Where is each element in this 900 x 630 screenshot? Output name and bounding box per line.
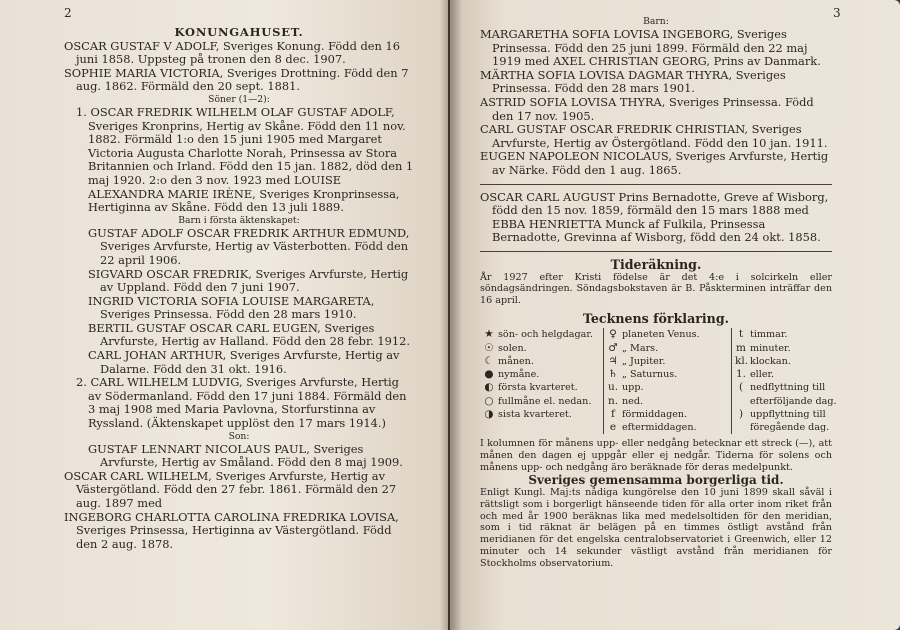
jupiter-icon: ♃ [608,354,618,367]
legend-column-3 [732,328,840,434]
entry-oscar-bernadotte: OSCAR CARL AUGUST Prins Bernadotte, Greve af Wisborg, född den 15 nov. 1859, förmäld den 15 mars 1888 med EBBA HENRIETTA Munck af Fulkila, Prinsessa Bernadotte, Grevinna af Wisborg, född den 24 okt. 1858. [480,189,829,245]
page-number: 2 [64,6,72,20]
divider [480,184,832,185]
entry-child: CARL GUSTAF OSCAR FREDRIK CHRISTIAN, Sveriges Arvfurste, Hertig av Östergötland. Född den 10 jan. 1911. [480,122,828,150]
venus-icon: ♀ [609,328,617,341]
entry-child: MARGARETHA SOFIA LOVISA INGEBORG, Sveriges Prinsessa. Född den 25 juni 1899. Förmäld den 22 maj 1919 med AXEL CHRISTIAN GEORG, Prins av Danmark. [480,27,821,69]
new-moon-icon: ● [484,368,494,381]
legend-item: kl. klockan. [735,354,791,367]
moon-icon: ☾ [484,354,494,367]
legend-item: ☉ solen. [484,341,527,354]
legend-item: ) uppflyttning till [738,407,826,420]
last-quarter-icon: ◑ [484,407,494,420]
legend-item: ♄ „ Saturnus. [608,368,678,381]
sons-label: Söner (1—2): [208,93,270,105]
barn-label: Barn: [643,16,669,27]
first-quarter-icon: ◐ [484,381,494,394]
entry-queen: SOPHIE MARIA VICTORIA, Sveriges Drottning. Född den 7 aug. 1862. Förmäld den 20 sept. 1881. [64,65,409,94]
tideräkning-text: År 1927 efter Kristi födelse är det 4:e i solcirkeln eller söndagsändringen. Söndagsbokstaven är B. Påskterminen inträffar den 16 april. [480,271,832,307]
entry-prince-eugen: EUGEN NAPOLEON NICOLAUS, Sveriges Arvfurste, Hertig av Närke. Född den 1 aug. 1865. [480,149,829,177]
entry-grandchild: BERTIL GUSTAF OSCAR CARL EUGEN, Sveriges Arvfurste, Hertig av Halland. Född den 28 febr. 1912. [88,320,411,349]
legend-item: ○ fullmåne el. nedan. [484,394,592,407]
legend-item: ( nedflyttning till [738,381,826,394]
entry-child: MÄRTHA SOFIA LOVISA DAGMAR THYRA, Sveriges Prinsessa. Född den 28 mars 1901. [480,67,786,96]
entry-grandchild: SIGVARD OSCAR FREDRIK, Sveriges Arvfurste, Hertig av Uppland. Född den 7 juni 1907. [88,266,409,295]
sun-sunday-icon: ★ [484,328,494,341]
left-text [64,26,414,551]
legend-item: efterföljande dag. [750,395,837,407]
entry-grandchild: GUSTAF ADOLF OSCAR FREDRIK ARTHUR EDMUND, Sveriges Arvfurste, Hertig av Västerbotten. Född den 22 april 1906. [88,225,410,267]
legend-item: n. ned. [607,394,644,407]
legend-item: ◑ sista kvarteret. [484,407,572,420]
legend-item: föregående dag. [750,421,830,433]
svensk-tid-text: Enligt Kungl. Maj:ts nådiga kungörelse den 10 juni 1899 skall såväl i rättsligt som i borgerligt hänseende tiden för alla orter inom riket från och med år 1900 beräknas lika med medelsoltiden för den meridian, som i tid räknat är belägen på en timmes östligt avstånd från meridianen för det engelska centralobservatoriet i Greenwich, eller 12 minuter och 14 sekunder västligt avstånd från meridianen för Stockholms observatorium. [480,487,832,569]
divider [480,251,832,252]
left-page [0,0,448,630]
entry-grandchild: CARL JOHAN ARTHUR, Sveriges Arvfurste, Hertig av Dalarne. Född den 31 okt. 1916. [88,348,400,376]
svensk-tid-title: Sveriges gemensamma borgerliga tid. [528,472,784,487]
legend-item: ★ sön- och helgdagar. [484,328,593,341]
mars-icon: ♂ [608,341,618,354]
legend-item: ☾ månen. [484,354,534,367]
entry-son-2: 2. CARL WILHELM LUDVIG, Sveriges Arvfurste, Hertig av Södermanland. Född den 17 juni 1884. Förmäld den 3 maj 1908 med Maria Pavlovna, Storfurstinna av Ryssland. (Äktenskapet upplöst den 17 mars 1914.) [76,375,407,431]
legend-item: ◐ första kvarteret. [484,381,578,394]
tecken-title: Tecknens förklaring. [582,310,730,326]
legend-item: t timmar. [738,328,788,341]
legend-item: f förmiddagen. [611,407,688,420]
entry-king: OSCAR GUSTAF V ADOLF, Sveriges Konung. Född den 16 juni 1858. Uppsteg på tronen den 8 dec. 1907. [64,38,400,67]
saturn-icon: ♄ [608,368,618,381]
sun-icon: ☉ [484,341,494,354]
legend-item: m minuter. [736,341,791,354]
son-label: Son: [228,430,250,442]
page-number: 3 [833,6,841,20]
entry-grandson: GUSTAF LENNART NICOLAUS PAUL, Sveriges Arvfurste, Hertig av Småland. Född den 8 maj 1909. [88,441,403,470]
legend-item: ♀ planeten Venus. [607,328,728,341]
legend-item: ● nymåne. [484,368,540,381]
entry-child: ASTRID SOFIA LOVISA THYRA, Sveriges Prinsessa. Född den 17 nov. 1905. [480,94,814,123]
full-moon-icon: ○ [484,394,494,407]
tecken-note: I kolumnen för månens upp- eller nedgång betecknar ett streck (—), att månen den dagen ej uppgår eller ej nedgår. Tiderna för solens och månens upp- och nedgång äro beräknade för deras medelpunkt. [480,438,832,473]
section-heading: KONUNGAHUSET. [174,25,304,39]
right-page [450,0,900,630]
right-text [480,16,837,570]
legend-column-1 [480,328,604,434]
book-gutter [440,0,462,630]
legend-item: ♃ „ Jupiter. [608,354,666,367]
tideräkning-title: Tideräkning. [610,256,702,272]
legend-column-2 [604,328,732,434]
entry-grandchild: INGRID VICTORIA SOFIA LOUISE MARGARETA, Sveriges Prinsessa. Född den 28 mars 1910. [88,293,375,322]
symbol-legend [480,328,837,434]
legend-item: 1. eller. [735,368,775,381]
legend-item: e eftermiddagen. [609,420,697,433]
legend-item: ♂ „ Mars. [608,341,659,354]
entry-princess-ingeborg: INGEBORG CHARLOTTA CAROLINA FREDRIKA LOVISA, Sveriges Prinsessa, Hertiginna av Västergötland. Född den 2 aug. 1878. [64,509,399,551]
entry-son-1: 1. OSCAR FREDRIK WILHELM OLAF GUSTAF ADOLF, Sveriges Kronprins, Hertig av Skåne. Född den 11 nov. 1882. Förmäld 1:o den 15 juni 1905 med Margaret Victoria Augusta Charlotte Norah, Prinsessa av Stora Britannien och Irland. Född den 15 jan. 1882, död den 1 maj 1920. 2:o den 3 nov. 1923 med LOUISE ALEXANDRA MARIE IRÈNE, Sveriges Kronprinsessa, Hertiginna av Skåne. Född den 13 juli 1889. [76,104,414,215]
entry-prince-oscar-carl: OSCAR CARL WILHELM, Sveriges Arvfurste, Hertig av Västergötland. Född den 27 febr. 1861. Förmäld den 27 aug. 1897 med [64,468,397,510]
legend-item: u. upp. [607,381,644,394]
children-label: Barn i första äktenskapet: [178,214,300,226]
